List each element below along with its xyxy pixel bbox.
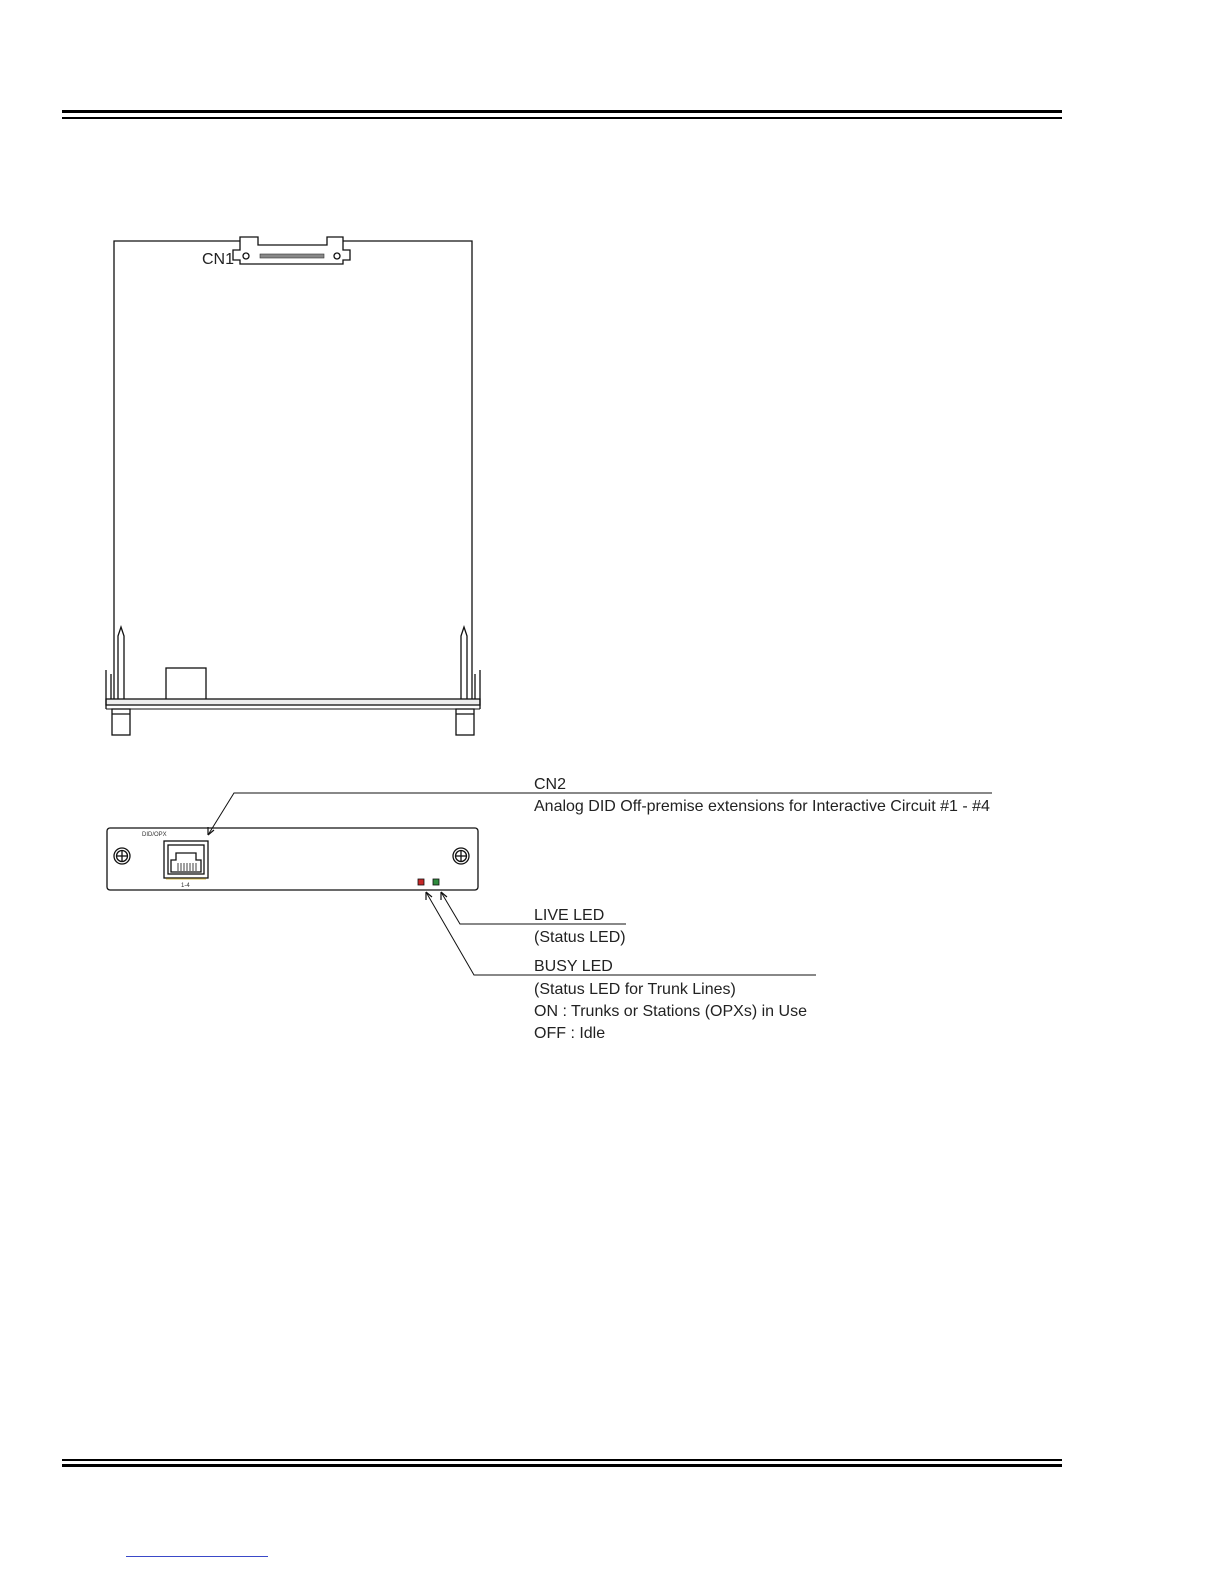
busy-led bbox=[418, 879, 424, 885]
screw-left-icon bbox=[114, 848, 130, 864]
busy-led-line3: OFF : Idle bbox=[534, 1025, 606, 1042]
faceplate-edge bbox=[106, 699, 480, 705]
card-guide-right bbox=[461, 627, 467, 699]
footer-rule-thick bbox=[62, 1464, 1062, 1467]
busy-led-line1: (Status LED for Trunk Lines) bbox=[534, 981, 736, 998]
thumbscrew-left bbox=[112, 709, 130, 735]
cn2-title: CN2 bbox=[534, 776, 567, 793]
thumbscrew-right bbox=[456, 709, 474, 735]
leader-lines bbox=[208, 793, 992, 975]
live-led-title: LIVE LED bbox=[534, 907, 605, 924]
live-led-line1: (Status LED) bbox=[534, 929, 626, 946]
busy-led-title: BUSY LED bbox=[534, 958, 613, 975]
live-led bbox=[433, 879, 439, 885]
bottom-block bbox=[166, 668, 206, 701]
cn2-description: Analog DID Off-premise extensions for Interactive Circuit #1 - #4 bbox=[534, 798, 990, 815]
busy-led-line2: ON : Trunks or Stations (OPXs) in Use bbox=[534, 1003, 807, 1020]
card-guide-left bbox=[118, 627, 124, 699]
cn1-connector bbox=[233, 237, 350, 264]
footer-link-underline[interactable] bbox=[126, 1556, 268, 1557]
port-caption: DID/OPX bbox=[142, 832, 167, 838]
footer-rule-thin bbox=[62, 1459, 1062, 1461]
card-top-view bbox=[106, 237, 480, 735]
cn1-label: CN1 bbox=[202, 251, 235, 268]
screw-right-icon bbox=[453, 848, 469, 864]
card-board-outline bbox=[114, 241, 472, 699]
cn2-port bbox=[164, 841, 208, 879]
port-number: 1-4 bbox=[181, 883, 190, 889]
